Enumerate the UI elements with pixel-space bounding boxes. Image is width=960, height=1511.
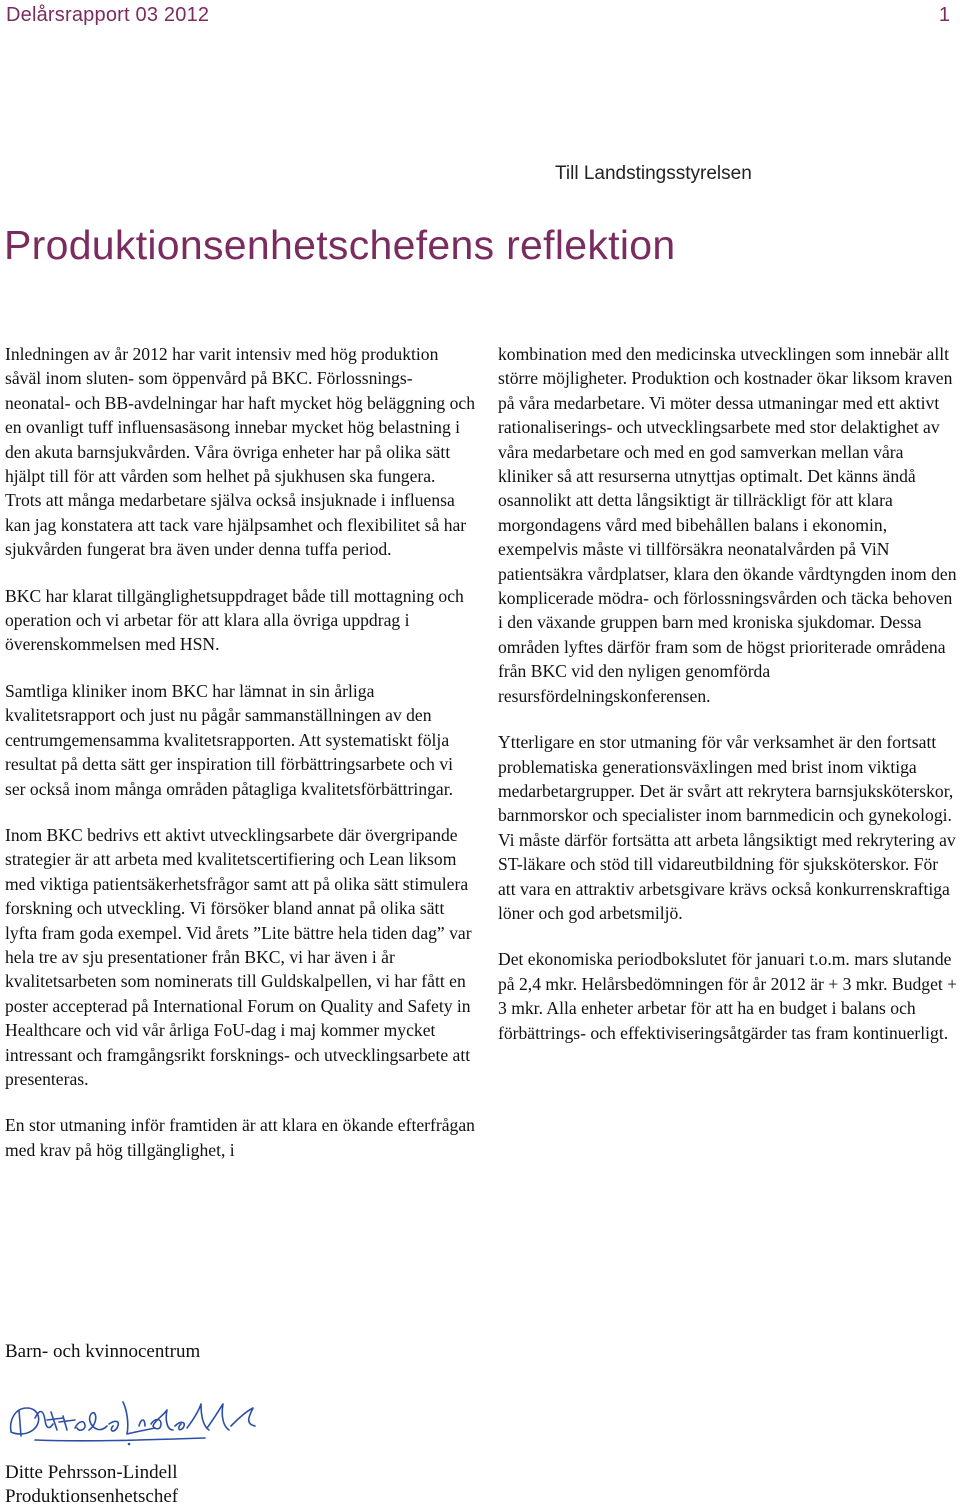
paragraph-challenge: En stor utmaning inför framtiden är att klara en ökande efterfrågan med krav på hög tillgänglighet, i <box>5 1115 475 1160</box>
signer-name: Ditte Pehrsson-Lindell <box>5 1462 178 1483</box>
paragraph-intro: Inledningen av år 2012 har varit intensiv med hög produktion såväl inom sluten- som öppenvård på BKC. Förlossnings- neonatal- och BB-avdelningar har haft mycket hög beläggning och en ovanligt tuff influensasäsong innebar mycket hög belastning i den akuta barnsjukvården. Våra övriga enheter har på olika sätt hjälpt till för att vården som helhet på sjukhusen ska fungera. Trots att många medarbetare själva också insjuknade i influensa kan jag konstatera att tack vare hjälpsamhet och flexibilitet så har sjukvården fungerat bra även under denna tuffa period. <box>5 344 475 560</box>
paragraph-quality-report: Samtliga kliniker inom BKC har lämnat in sin årliga kvalitetsrapport och just nu pågår sammanställningen av den centrumgemensamma kvalitetsrapporten. Att systematiskt följa resultat på detta sätt ger inspiration till förbättringsarbete och vi ser också inom många områden påtagliga kvalitetsförbättringar. <box>5 680 454 799</box>
paragraph-development: Inom BKC bedrivs ett aktivt utvecklingsarbete där övergripande strategier är att arbeta med kvalitetscertifiering och Lean liksom med viktiga patientsäkerhetsfrågor samt att på olika sätt stimulera forskning och utveckling. Vi försöker bland annat på olika sätt lyfta fram goda exempel. Vid årets ”Lite bättre hela tiden dag” var hela tre av sju presentationer från BKC, vi har även i år kvalitetsarbeten som nominerats till Guldskalpellen, vi har fått en poster accepterad på International Forum on Quality and Safety in Healthcare och vid vår årliga FoU-dag i maj kommer mycket intressant och framgångsrikt forsknings- och utvecklingsarbete att presenteras. <box>5 824 472 1089</box>
paragraph-economy: Det ekonomiska periodbokslutet för januari t.o.m. mars slutande på 2,4 mkr. Helårsbedömningen för år 2012 är + 3 mkr. Budget + 3 mkr. Alla enheter arbetar för att ha en budget i balans och förbättrings- och effektiviseringsåtgärder tas fram kontinuerligt. <box>498 949 958 1043</box>
paragraph-accessibility: BKC har klarat tillgänglighetsuppdraget både till mottagning och operation och vi arbetar för att klara alla övriga uppdrag i överenskommelsen med HSN. <box>5 585 464 655</box>
right-column <box>498 342 960 1045</box>
page-title: Produktionsenhetschefens reflektion <box>4 222 676 268</box>
left-column <box>5 342 475 1162</box>
paragraph-recruitment: Ytterligare en stor utmaning för vår verksamhet är den fortsatt problematiska generationsväxlingen med brist inom viktiga medarbetargrupper. Det är svårt att rekrytera barnsjuksköterskor, barnmorskor och specialister inom barnmedicin och gynekologi. Vi måste därför fortsätta att arbeta långsiktigt med rekrytering av ST-läkare och stöd till vidareutbildning för sjuksköterskor. För att vara en attraktiv arbetsgivare krävs också konkurrenskraftiga löner och god arbetsmiljö. <box>498 732 956 923</box>
unit-name: Barn- och kvinnocentrum <box>5 1341 201 1362</box>
page-number: 1 <box>938 4 950 26</box>
recipient-line: Till Landstingsstyrelsen <box>555 163 752 184</box>
signer-block <box>5 1461 178 1509</box>
signature-image <box>5 1390 265 1450</box>
signer-role: Produktionsenhetschef <box>5 1486 179 1507</box>
report-title: Delårsrapport 03 2012 <box>6 4 210 26</box>
paragraph-continuation: kombination med den medicinska utvecklingen som innebär allt större möjligheter. Produktion och kostnader ökar liksom kraven på våra medarbetare. Vi möter dessa utmaningar med ett aktivt rationaliserings- och utvecklingsarbete med stor delaktighet av våra medarbetare och med en god samverkan mellan våra kliniker så att resurserna utnyttjas optimalt. Det känns ändå osannolikt att detta långsiktigt är tillräckligt för att klara morgondagens vård med bibehållen balans i ekonomin, exempelvis måste vi tillförsäkra neonatalvården på ViN patientsäkra vårdplatser, klara den ökande vårdtyngden inom den komplicerade mödra- och förlossningsvården och täcka behoven i den växande gruppen barn med kroniska sjukdomar. Dessa områden lyftes därför fram som de högst prioriterade områdena från BKC vid den nyligen genomförda resursfördelningskonferensen. <box>498 344 957 706</box>
